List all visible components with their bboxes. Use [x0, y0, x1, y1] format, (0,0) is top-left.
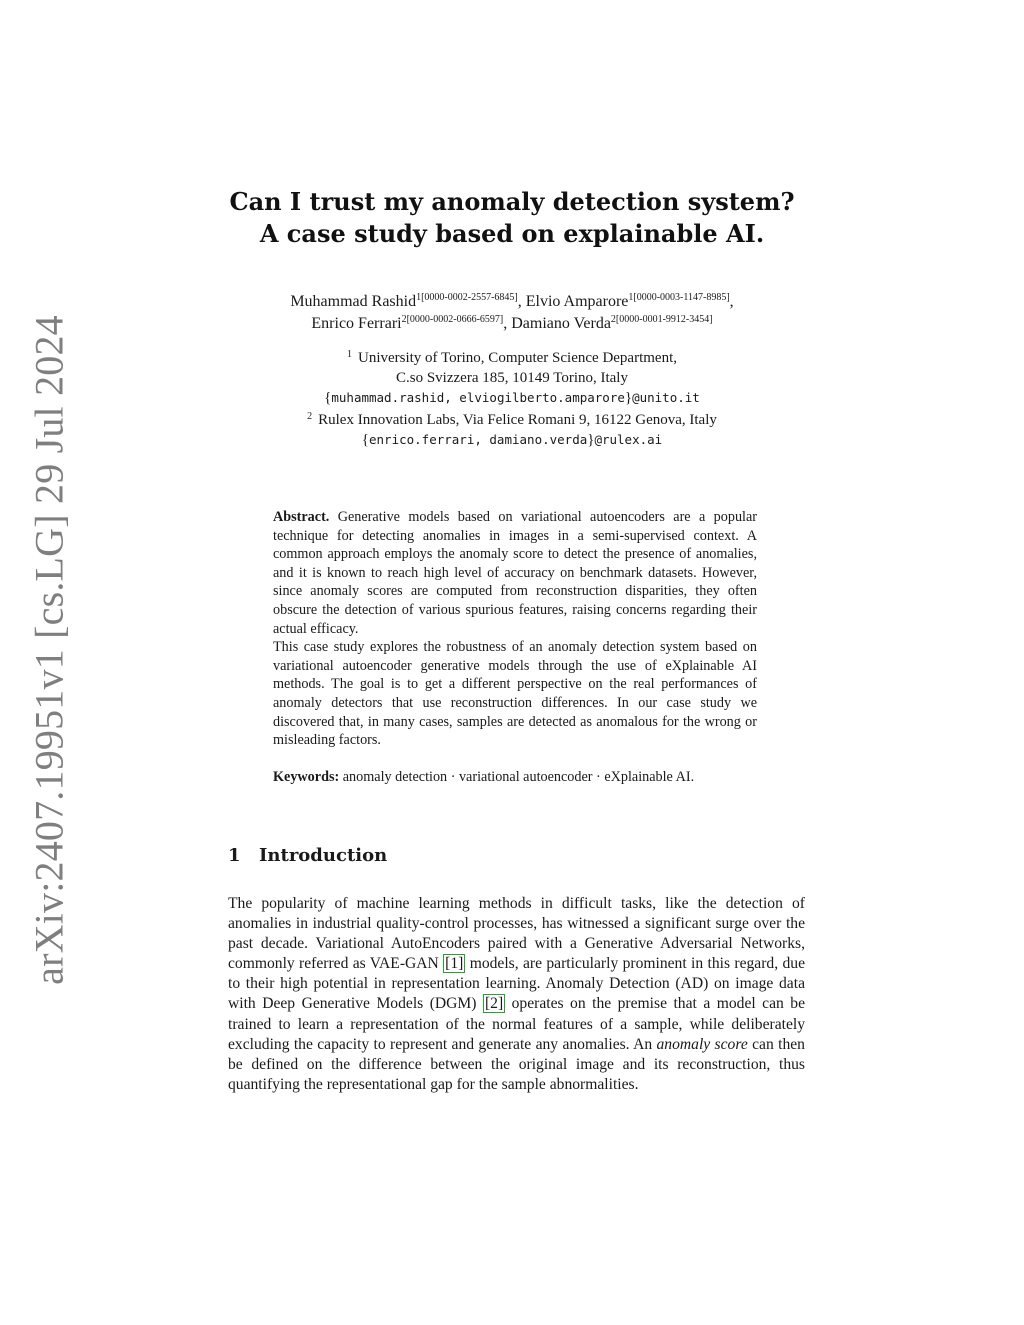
- author-orcid: 2[0000-0001-9912-3454]: [610, 314, 713, 325]
- section-title: Introduction: [259, 845, 388, 866]
- citation-link-1[interactable]: [1]: [445, 955, 464, 973]
- email-domain: @unito.it: [632, 390, 700, 405]
- author-line-2: Enrico Ferrari$^{2[0000-0002-0666-6597]}$, Damiano Verda$^{2[0000-0001-9912-3454]}$: [311, 314, 713, 332]
- abstract: [273, 508, 757, 750]
- affiliation-1: [0, 348, 1024, 408]
- affiliation-mark: 1: [346, 349, 352, 360]
- abstract-label: Abstract.: [273, 509, 330, 525]
- keywords: [273, 768, 757, 787]
- author-name: Elvio Amparore: [525, 293, 629, 310]
- keywords-label: Keywords:: [273, 769, 340, 785]
- affiliation-1-line-1: $^1$ University of Torino, Computer Science Department,: [346, 349, 677, 366]
- email-users: enrico.ferrari, damiano.verda: [369, 432, 588, 447]
- author-list: [0, 291, 1024, 335]
- author-line-1: Muhammad Rashid$^{1[0000-0002-2557-6845]}$, Elvio Amparore$^{1[0000-0003-1147-8985]}$,: [290, 292, 734, 310]
- author-orcid: 1[0000-0003-1147-8985]: [628, 292, 730, 303]
- affiliation-mark: 2: [307, 411, 313, 422]
- affiliation-1-line-2: C.so Svizzera 185, 10149 Torino, Italy: [396, 370, 628, 386]
- affiliation-2: [0, 410, 1024, 450]
- abstract-paragraph-1: Abstract. Generative models based on variational autoencoders are a popular technique for detecting anomalies in images in a semi-supervised context. A common approach employs the anomaly score to detect the presence of anomalies, and it is known to reach high level of accuracy on benchmark datasets. However, since anomaly scores are computed from reconstruction disparities, they often obscure the detection of various spurious features, raising concerns regarding their actual efficacy.: [273, 509, 757, 637]
- paper-title: [0, 186, 1024, 250]
- author-orcid: 2[0000-0002-0666-6597]: [401, 314, 504, 325]
- email-domain: @rulex.ai: [594, 432, 663, 447]
- arxiv-identifier-stamp: arXiv:2407.19951v1 [cs.LG] 29 Jul 2024: [26, 315, 72, 985]
- affiliation-2-line-1: $^2$ Rulex Innovation Labs, Via Felice Romani 9, 16122 Genova, Italy: [307, 411, 717, 428]
- author-name: Enrico Ferrari: [311, 315, 402, 332]
- section-heading-introduction: [228, 845, 387, 867]
- anomaly-score-term: anomaly score: [656, 1035, 748, 1053]
- author-name: Damiano Verda: [511, 315, 611, 332]
- section-number: 1: [228, 845, 241, 866]
- introduction-paragraph: The popularity of machine learning methods in difficult tasks, like the detection of anomalies in industrial quality-control processes, has witnessed a significant surge over the past decade. Variational AutoEncoders paired with a Generative Adversarial Networks, commonly referred as VAE-GAN [1] models, are particularly prominent in this regard, due to their high potential in representation learning. Anomaly Detection (AD) on image data with Deep Generative Models (DGM) [2] operates on the premise that a model can be trained to learn a representation of the normal features of a sample, while deliberately excluding the capacity to represent and generate any anomalies. An anomaly score can then be defined on the difference between the original image and its reconstruction, thus quantifying the representational gap for the sample abnormalities.: [228, 895, 805, 1093]
- paper-title-line-2: A case study based on explainable AI.: [259, 219, 765, 248]
- author-orcid: 1[0000-0002-2557-6845]: [416, 292, 518, 303]
- paper-title-line-1: Can I trust my anomaly detection system?: [229, 187, 795, 216]
- keywords-text: anomaly detection · variational autoencoder · eXplainable AI.: [342, 769, 695, 785]
- email-users: muhammad.rashid, elviogilberto.amparore: [331, 390, 625, 405]
- abstract-paragraph-2: This case study explores the robustness of an anomaly detection system based on variational autoencoder generative models through the use of eXplainable AI methods. The goal is to get a different perspective on the real performances of anomaly detectors that use reconstruction differences. In our case study we discovered that, in many cases, samples are detected as anomalous for the wrong or misleading factors.: [273, 639, 757, 749]
- citation-link-2[interactable]: [2]: [484, 995, 504, 1013]
- affiliation-1-email: {muhammad.rashid, elviogilberto.amparore}@unito.it: [324, 390, 700, 406]
- affiliation-2-email: {enrico.ferrari, damiano.verda}@rulex.ai: [361, 432, 663, 448]
- author-name: Muhammad Rashid: [290, 293, 417, 310]
